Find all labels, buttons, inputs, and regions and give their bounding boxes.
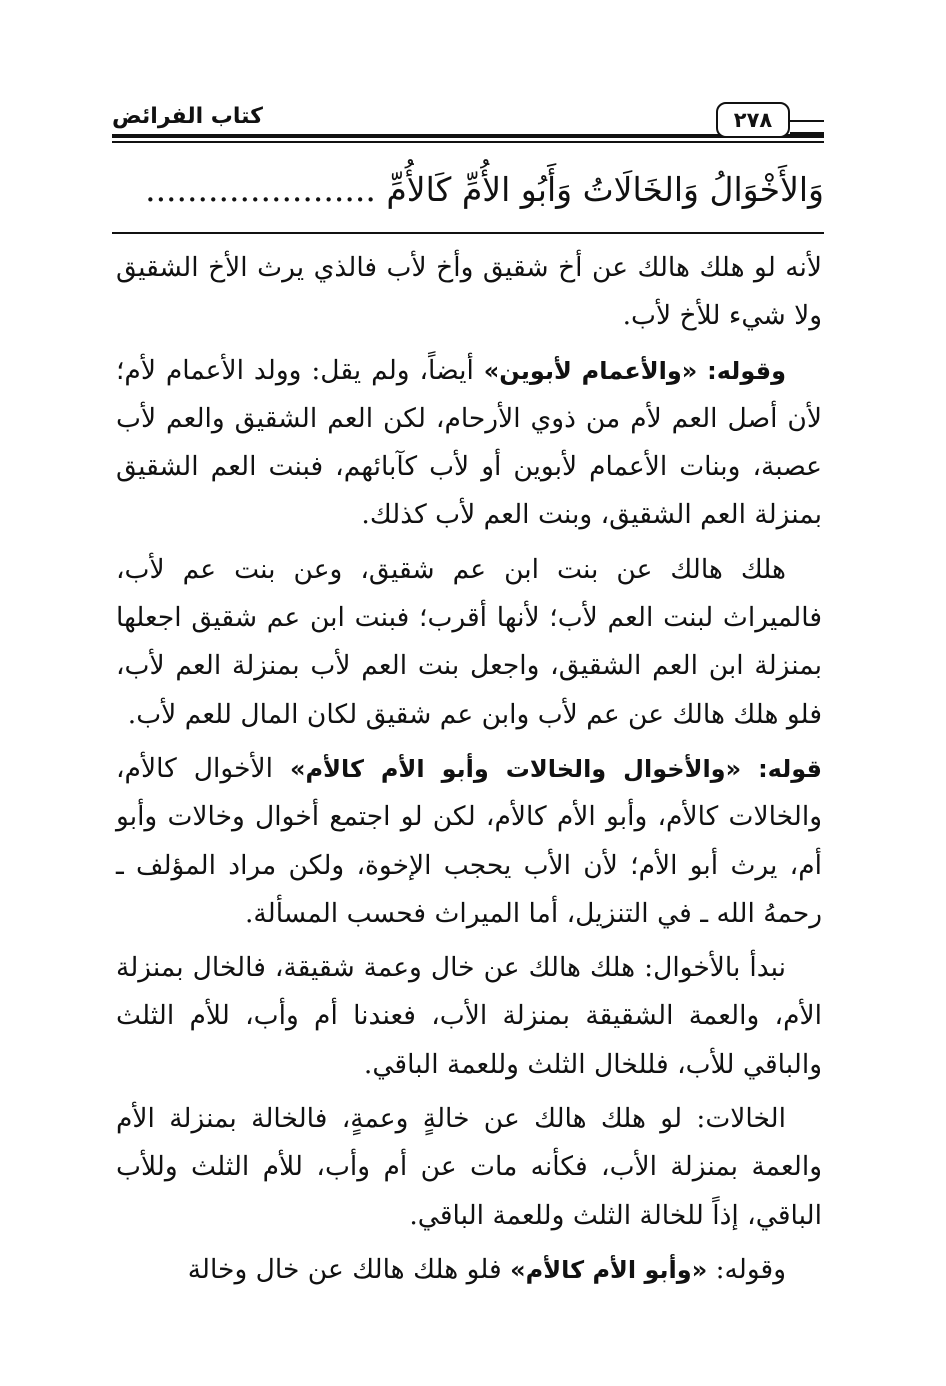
quoted-matn: قوله: «والأخوال والخالات وأبو الأم كالأم» [290,754,822,783]
paragraph-text: الأخوال كالأم، والخالات كالأم، وأبو الأم كالأم، لكن لو اجتمع أخوال وخالات وأبو أم، يرث أبو الأم؛ لأن الأب يحجب الإخوة، ولكن مراد المؤلف ـ رحمهُ الله ـ في التنزيل، أما الميراث فحسب المسألة. [116,752,822,929]
matn-separator [112,232,824,234]
paragraph-text: أيضاً، ولم يقل: وولد الأعمام لأم؛ لأن أصل العم لأم من ذوي الأرحام، لكن العم الشقيق والعم لأب عصبة، وبنات الأعمام لأبوين أو لأب كآبائهم، فبنت العم الشقيق بمنزلة العم الشقيق، وبنت العم لأب كذلك. [116,354,822,531]
header-rule-thick [112,134,824,138]
paragraph-3 [116,546,822,739]
commentary-body [116,244,822,1300]
paragraph-1 [116,244,822,341]
book-title: كتاب الفرائض [112,104,263,129]
header-rule-ornament [790,120,824,134]
paragraph-2 [116,347,822,540]
paragraph-7 [116,1246,822,1294]
paragraph-text: الخالات: لو هلك هالك عن خالةٍ وعمةٍ، فالخالة بمنزلة الأم والعمة بمنزلة الأب، فكأنه مات عن أم وأب، للأم الثلث وللأب الباقي، إذاً للخالة الثلث وللعمة الباقي. [116,1103,822,1231]
paragraph-text: هلك هالك عن بنت ابن عم شقيق، وعن بنت عم لأب، فالميراث لبنت العم لأب؛ لأنها أقرب؛ فبنت ابن عم شقيق اجعلها بمنزلة ابن العم الشقيق، واجعل بنت العم لأب بمنزلة العم لأب، فلو هلك هالك عن عم لأب وابن عم شقيق لكان المال للعم لأب. [116,553,822,730]
paragraph-text: لأنه لو هلك هالك عن أخ شقيق وأخ لأب فالذي يرث الأخ الشقيق ولا شيء للأخ لأب. [116,252,822,332]
page-number: ٢٧٨ [716,102,790,138]
paragraph-lead: وقوله: [697,356,786,385]
paragraph-5 [116,944,822,1089]
quoted-matn: «والأعمام لأبوين» [483,356,698,385]
paragraph-6 [116,1095,822,1240]
paragraph-4 [116,745,822,938]
matn-line: وَالأَخْوَالُ وَالخَالَاتُ وَأَبُو الأُمِّ كَالأُمِّ ...................... [145,170,824,209]
paragraph-text: فلو هلك هالك عن خال وخالة [187,1253,511,1285]
paragraph-lead: وقوله: [707,1253,786,1285]
quoted-matn: «وأبو الأم كالأم» [510,1255,708,1284]
page-header [112,100,824,150]
paragraph-text: نبدأ بالأخوال: هلك هالك عن خال وعمة شقيقة، فالخال بمنزلة الأم، والعمة الشقيقة بمنزلة الأب، فعندنا أم وأب، للأم الثلث والباقي للأب، فللخال الثلث وللعمة الباقي. [116,952,822,1080]
header-rule-thin [112,141,824,143]
